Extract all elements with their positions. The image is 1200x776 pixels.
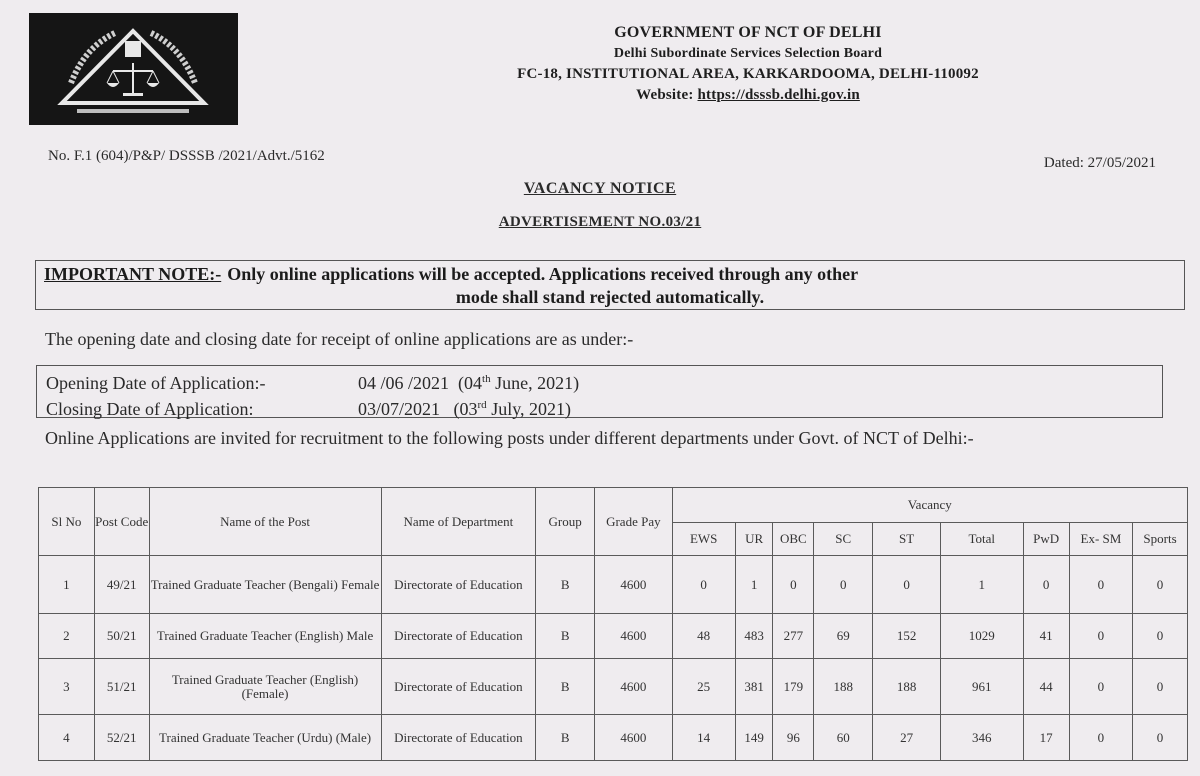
cell-sl-no: 2 — [39, 614, 95, 659]
reference-number: No. F.1 (604)/P&P/ DSSSB /2021/Advt./5162 — [48, 148, 325, 164]
table-row — [39, 556, 1188, 614]
cell-post-code: 49/21 — [94, 556, 149, 614]
closing-date-label: Closing Date of Application: — [46, 399, 254, 419]
table-row — [39, 659, 1188, 715]
cell-total: 1 — [940, 556, 1023, 614]
cell-obc: 277 — [773, 614, 814, 659]
important-note-text1: Only online applications will be accepted. Applications received through any other — [227, 264, 859, 284]
opening-date-line — [46, 368, 1162, 394]
cell-obc: 0 — [773, 556, 814, 614]
cell-ex-sm: 0 — [1069, 659, 1132, 715]
cell-group: B — [536, 556, 595, 614]
header-sc: SC — [814, 523, 873, 556]
cell-department: Directorate of Education — [381, 715, 536, 761]
cell-total: 961 — [940, 659, 1023, 715]
cell-post-name: Trained Graduate Teacher (English) (Female) — [149, 659, 381, 715]
cell-ex-sm: 0 — [1069, 614, 1132, 659]
opening-date-label: Opening Date of Application:- — [46, 373, 266, 393]
cell-ur: 483 — [735, 614, 773, 659]
board-header — [438, 22, 1058, 106]
header-ur: UR — [735, 523, 773, 556]
cell-sports: 0 — [1133, 715, 1188, 761]
cell-sc: 0 — [814, 556, 873, 614]
table-row — [39, 715, 1188, 761]
cell-sports: 0 — [1133, 556, 1188, 614]
table-row — [39, 614, 1188, 659]
notice-title: VACANCY NOTICE — [523, 180, 677, 197]
cell-post-name: Trained Graduate Teacher (Urdu) (Male) — [149, 715, 381, 761]
header-group: Group — [536, 488, 595, 556]
header-st: ST — [873, 523, 941, 556]
cell-ews: 25 — [672, 659, 735, 715]
cell-pwd: 44 — [1023, 659, 1069, 715]
important-note-box — [35, 260, 1185, 310]
cell-obc: 179 — [773, 659, 814, 715]
cell-department: Directorate of Education — [381, 614, 536, 659]
cell-sports: 0 — [1133, 614, 1188, 659]
header-pwd: PwD — [1023, 523, 1069, 556]
cell-ews: 14 — [672, 715, 735, 761]
dates-intro: The opening date and closing date for receipt of online applications are as under:- — [45, 329, 634, 349]
cell-sc: 188 — [814, 659, 873, 715]
website-label: Website: — [636, 87, 694, 103]
cell-ews: 48 — [672, 614, 735, 659]
cell-ur: 1 — [735, 556, 773, 614]
cell-pwd: 0 — [1023, 556, 1069, 614]
invite-text: Online Applications are invited for recruitment to the following posts under different departments under Govt. of NCT of Delhi:- — [45, 428, 974, 448]
cell-ews: 0 — [672, 556, 735, 614]
closing-date-paren: (03rd July, 2021) — [453, 399, 572, 419]
cell-st: 27 — [873, 715, 941, 761]
cell-grade-pay: 4600 — [595, 715, 672, 761]
opening-date-value: 04 /06 /2021 — [358, 373, 450, 393]
cell-sl-no: 1 — [39, 556, 95, 614]
cell-post-code: 52/21 — [94, 715, 149, 761]
cell-ur: 149 — [735, 715, 773, 761]
notice-date: Dated: 27/05/2021 — [1043, 155, 1156, 171]
cell-sports: 0 — [1133, 659, 1188, 715]
header-obc: OBC — [773, 523, 814, 556]
cell-department: Directorate of Education — [381, 659, 536, 715]
website-line — [438, 85, 1058, 106]
header-department: Name of Department — [381, 488, 536, 556]
header-post-code: Post Code — [94, 488, 149, 556]
cell-sl-no: 3 — [39, 659, 95, 715]
cell-ex-sm: 0 — [1069, 715, 1132, 761]
cell-sc: 69 — [814, 614, 873, 659]
header-vacancy: Vacancy — [672, 488, 1188, 523]
cell-sc: 60 — [814, 715, 873, 761]
board-name: Delhi Subordinate Services Selection Board — [613, 46, 883, 61]
cell-sl-no: 4 — [39, 715, 95, 761]
cell-pwd: 17 — [1023, 715, 1069, 761]
cell-department: Directorate of Education — [381, 556, 536, 614]
advertisement-number: ADVERTISEMENT NO.03/21 — [498, 214, 702, 230]
header-sports: Sports — [1133, 523, 1188, 556]
cell-grade-pay: 4600 — [595, 614, 672, 659]
header-sl-no: Sl No — [39, 488, 95, 556]
cell-st: 0 — [873, 556, 941, 614]
cell-pwd: 41 — [1023, 614, 1069, 659]
header-total: Total — [940, 523, 1023, 556]
important-note-lead: IMPORTANT NOTE:- — [44, 264, 222, 284]
cell-grade-pay: 4600 — [595, 556, 672, 614]
cell-ur: 381 — [735, 659, 773, 715]
cell-st: 188 — [873, 659, 941, 715]
header-ex-sm: Ex- SM — [1069, 523, 1132, 556]
cell-total: 1029 — [940, 614, 1023, 659]
cell-post-name: Trained Graduate Teacher (English) Male — [149, 614, 381, 659]
cell-post-name: Trained Graduate Teacher (Bengali) Female — [149, 556, 381, 614]
cell-total: 346 — [940, 715, 1023, 761]
cell-post-code: 51/21 — [94, 659, 149, 715]
cell-grade-pay: 4600 — [595, 659, 672, 715]
board-address: FC-18, INSTITUTIONAL AREA, KARKARDOOMA, DELHI-110092 — [517, 66, 979, 82]
closing-date-value: 03/07/2021 — [358, 399, 441, 419]
cell-group: B — [536, 659, 595, 715]
cell-group: B — [536, 715, 595, 761]
website-link[interactable]: https://dsssb.delhi.gov.in — [697, 87, 860, 103]
cell-group: B — [536, 614, 595, 659]
vacancy-table — [38, 487, 1188, 761]
cell-obc: 96 — [773, 715, 814, 761]
closing-date-line — [46, 394, 1162, 420]
header-grade-pay: Grade Pay — [595, 488, 672, 556]
cell-ex-sm: 0 — [1069, 556, 1132, 614]
important-note-text2: mode shall stand rejected automatically. — [455, 287, 765, 307]
cell-post-code: 50/21 — [94, 614, 149, 659]
opening-date-paren: (04th June, 2021) — [458, 373, 580, 393]
header-post-name: Name of the Post — [149, 488, 381, 556]
dsssb-logo — [29, 13, 238, 125]
application-dates-box — [36, 365, 1163, 418]
government-name: GOVERNMENT OF NCT OF DELHI — [614, 24, 882, 41]
cell-st: 152 — [873, 614, 941, 659]
header-ews: EWS — [672, 523, 735, 556]
